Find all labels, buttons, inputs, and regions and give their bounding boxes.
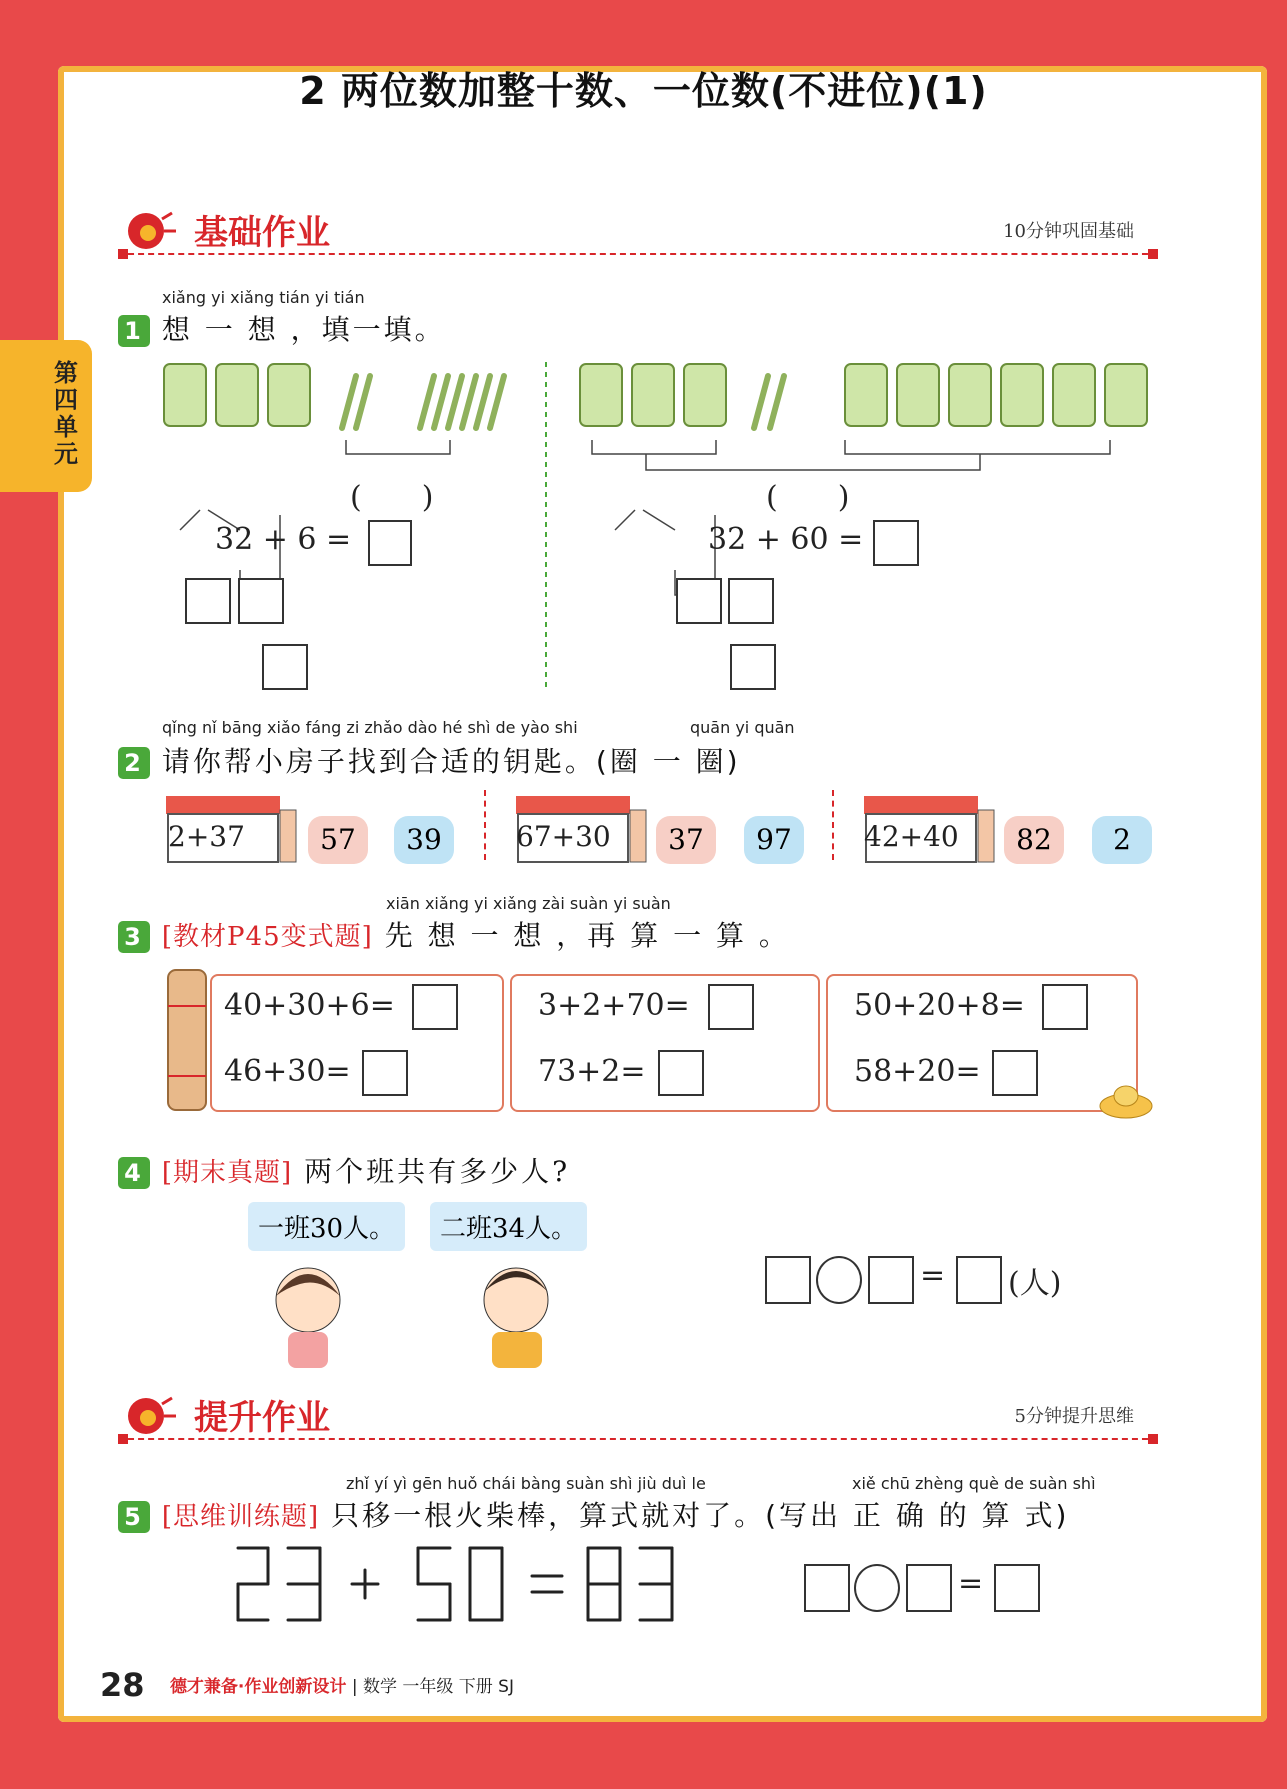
q3-tag: [教材P45变式题] (161, 922, 373, 952)
footer-info: | 数学 一年级 下册 SJ (351, 1677, 514, 1697)
q3-answer-box[interactable] (658, 1050, 704, 1096)
section-advanced-hint: 5分钟提升思维 (1014, 1406, 1134, 1427)
q3-answer-box[interactable] (708, 984, 754, 1030)
page-number: 28 (100, 1666, 145, 1704)
q2-divider-2 (832, 790, 834, 860)
q1-right-split-box-2[interactable] (728, 578, 774, 624)
q2-pinyin: qǐng nǐ bāng xiǎo fáng zi zhǎo dào hé shì de yào shi (162, 718, 578, 737)
q1-left-answer-box[interactable] (368, 520, 412, 566)
q5-equals-sign: = (958, 1566, 984, 1601)
q2-key-3-2[interactable]: 2 (1092, 816, 1152, 864)
q4-text: 两个班共有多少人? (304, 1155, 571, 1188)
q5-result-box[interactable] (994, 1564, 1040, 1612)
q4-operand-box-2[interactable] (868, 1256, 914, 1304)
q5-operand-box-1[interactable] (804, 1564, 850, 1612)
q4-equals-sign: = (920, 1258, 946, 1293)
q1-pinyin: xiǎng yi xiǎng tián yi tián (162, 288, 365, 307)
q2-key-1-1[interactable]: 57 (308, 816, 368, 864)
q2-number: 2 (118, 747, 150, 779)
q4-row (118, 1150, 570, 1190)
q3-card-3-line-2: 58+20= (854, 1054, 981, 1089)
q2-house-1-label: 2+37 (168, 820, 245, 853)
q1-left-paren: ( ) (350, 480, 434, 515)
section-basic-label: 基础作业 (194, 213, 330, 253)
section-advanced-header (118, 1390, 1158, 1440)
q1-text: 想 一 想 ，填一填。 (161, 313, 446, 346)
girl-character-icon (260, 1256, 360, 1368)
page-title: 2 两位数加整十数、一位数(不进位)(1) (299, 69, 988, 113)
q4-result-box[interactable] (956, 1256, 1002, 1304)
q2-divider-1 (484, 790, 486, 860)
section-divider (118, 1438, 1158, 1440)
q5-row (118, 1494, 1069, 1534)
gold-ingot-icon (1098, 1080, 1156, 1120)
q2-row (118, 740, 741, 780)
q1-right-sum-box[interactable] (730, 644, 776, 690)
q5-number: 5 (118, 1501, 150, 1533)
section-basic-hint: 10分钟巩固基础 (1003, 221, 1134, 242)
q3-number: 3 (118, 921, 150, 953)
q2-key-1-2[interactable]: 39 (394, 816, 454, 864)
q3-answer-box[interactable] (412, 984, 458, 1030)
q2-key-2-2[interactable]: 97 (744, 816, 804, 864)
section-advanced-label: 提升作业 (194, 1398, 330, 1438)
q4-tag: [期末真题] (161, 1158, 293, 1188)
speech-bubble-class-1: 一班30人。 (248, 1202, 405, 1251)
q1-left-expression: 32 + 6 = (215, 522, 352, 557)
section-divider (118, 253, 1158, 255)
q5-tag: [思维训练题] (161, 1502, 320, 1532)
footer-brand: 德才兼备·作业创新设计 (169, 1677, 347, 1697)
q1-right-expression: 32 + 60 = (708, 522, 864, 557)
q5-pinyin-2: xiě chū zhèng què de suàn shì (852, 1474, 1096, 1493)
section-basic-header (118, 205, 1158, 255)
q3-card-1-line-1: 40+30+6= (224, 988, 395, 1023)
q3-card-2-line-1: 3+2+70= (538, 988, 690, 1023)
q1-left-split-box-2[interactable] (238, 578, 284, 624)
q5-operand-box-2[interactable] (906, 1564, 952, 1612)
q3-answer-box[interactable] (992, 1050, 1038, 1096)
q3-card-3-line-1: 50+20+8= (854, 988, 1025, 1023)
q2-house-2-label: 67+30 (516, 820, 611, 853)
q1-right-split-box-1[interactable] (676, 578, 722, 624)
q2-pinyin-2: quān yi quān (690, 718, 795, 737)
q1-row (118, 308, 446, 348)
q3-answer-box[interactable] (362, 1050, 408, 1096)
boy-character-icon (460, 1256, 560, 1368)
speech-bubble-class-2: 二班34人。 (430, 1202, 587, 1251)
q5-text: 只移一根火柴棒，算式就对了。(写出 正 确 的 算 式) (331, 1499, 1070, 1532)
q3-text: 先 想 一 想 ，再 算 一 算 。 (384, 919, 790, 952)
q1-left-split-box-1[interactable] (185, 578, 231, 624)
scroll-icon (160, 966, 216, 1116)
q5-operator-circle[interactable] (854, 1564, 900, 1612)
q3-card-2-line-2: 73+2= (538, 1054, 646, 1089)
q4-unit: (人) (1008, 1266, 1062, 1301)
q1-right-answer-box[interactable] (873, 520, 919, 566)
q2-text: 请你帮小房子找到合适的钥匙。(圈 一 圈) (161, 745, 741, 778)
q1-stick-illustration (150, 350, 1160, 690)
q3-card-1-line-2: 46+30= (224, 1054, 351, 1089)
q3-answer-box[interactable] (1042, 984, 1088, 1030)
q2-key-2-1[interactable]: 37 (656, 816, 716, 864)
q3-row (118, 914, 790, 954)
q4-operand-box-1[interactable] (765, 1256, 811, 1304)
unit-side-tab-label: 第四单元 (54, 359, 78, 468)
q5-matchstick-equation (228, 1540, 718, 1630)
q5-pinyin: zhǐ yí yì gēn huǒ chái bàng suàn shì jiù duì le (346, 1474, 706, 1493)
q4-operator-circle[interactable] (816, 1256, 862, 1304)
unit-side-tab (0, 340, 92, 492)
page-footer (100, 1666, 514, 1704)
q1-right-paren: ( ) (766, 480, 850, 515)
q4-number: 4 (118, 1157, 150, 1189)
q2-house-3-label: 42+40 (864, 820, 959, 853)
q1-left-sum-box[interactable] (262, 644, 308, 690)
q1-number: 1 (118, 315, 150, 347)
q3-pinyin: xiān xiǎng yi xiǎng zài suàn yi suàn (386, 894, 671, 913)
bell-icon (118, 205, 178, 253)
q2-key-3-1[interactable]: 82 (1004, 816, 1064, 864)
bell-icon (118, 1390, 178, 1438)
